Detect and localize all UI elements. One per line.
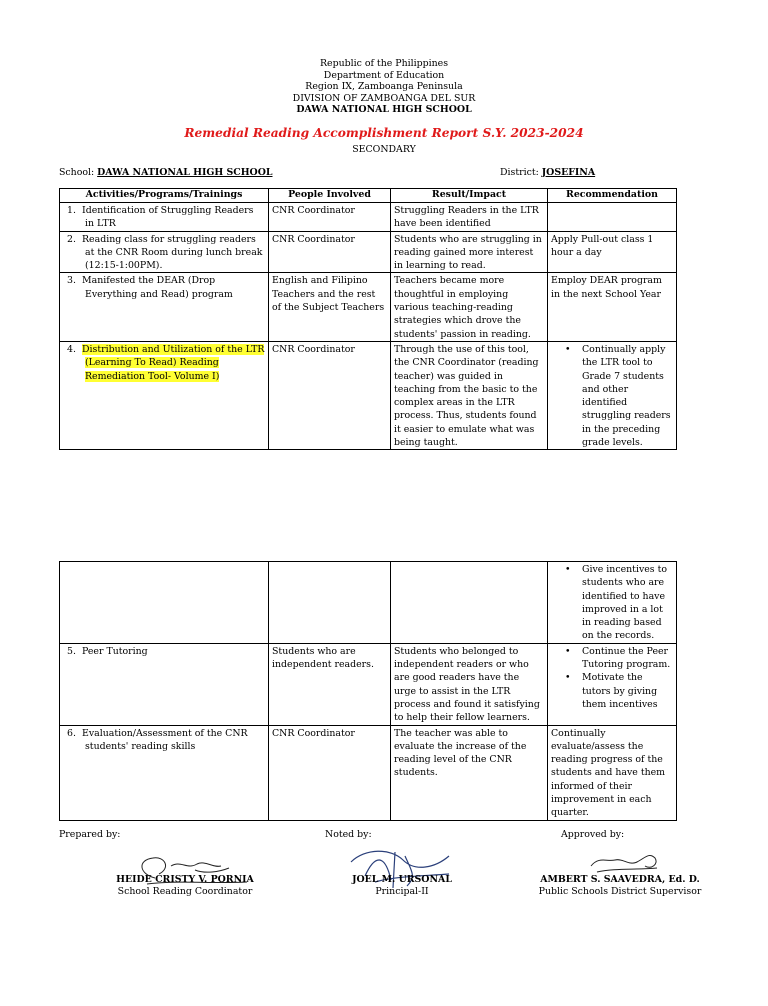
activity-cell: 5. Peer Tutoring	[60, 643, 269, 725]
letterhead-line: Republic of the Philippines	[319, 58, 449, 69]
result-cell: Through the use of this tool, the CNR Coordinator (reading teacher) was guided in teaching from the basic to the complex areas in the LTR process. Thus, students found it easier to emulate what was being taught.	[391, 341, 548, 449]
table-header-row	[60, 189, 677, 203]
letterhead	[0, 58, 768, 116]
district-field	[500, 166, 595, 179]
approved-name: AMBERT S. SAAVEDRA, Ed. D.	[540, 874, 700, 885]
people-cell	[269, 562, 391, 644]
column-header: Recommendation	[548, 189, 677, 203]
school-label: School:	[59, 167, 95, 178]
approved-role: Public Schools District Supervisor	[538, 886, 702, 897]
accomplishment-table-continued	[59, 561, 677, 821]
letterhead-line: Region IX, Zamboanga Peninsula	[305, 81, 463, 93]
report-title: Remedial Reading Accomplishment Report S.Y. 2023-2024	[184, 126, 584, 140]
table-row	[60, 725, 677, 820]
prepared-label: Prepared by:	[59, 829, 121, 840]
column-header: People Involved	[269, 189, 391, 203]
letterhead-school: DAWA NATIONAL HIGH SCHOOL	[296, 104, 472, 116]
table-row	[60, 203, 677, 232]
result-cell: Students who belonged to independent readers or who are good readers have the urge to assist in the LTR process and found it satisfying to help their fellow learners.	[391, 643, 548, 725]
prepared-name: HEIDE CRISTY V. PORNIA	[116, 874, 254, 885]
letterhead-line: DIVISION OF ZAMBOANGA DEL SUR	[292, 92, 476, 104]
column-header: Result/Impact	[391, 189, 548, 203]
noted-role: Principal-II	[375, 886, 429, 897]
people-cell: CNR Coordinator	[269, 203, 391, 232]
column-header: Activities/Programs/Trainings	[60, 189, 269, 203]
result-cell: Struggling Readers in the LTR have been identified	[391, 203, 548, 232]
school-field	[59, 166, 273, 179]
bullet-item: • Continue the Peer Tutoring program.	[582, 645, 673, 672]
people-cell: CNR Coordinator	[269, 725, 391, 820]
result-cell: Teachers became more thoughtful in employing various teaching-reading strategies which drove the students' passion in reading.	[391, 273, 548, 341]
letterhead-line: Department of Education	[323, 69, 445, 81]
highlighted-text: Distribution and Utilization of the LTR (Learning To Read) Reading Remediation Tool- Volume I)	[82, 343, 265, 382]
district-value: JOSEFINA	[541, 167, 596, 178]
result-cell: Students who are struggling in reading gained more interest in learning to read.	[391, 231, 548, 273]
activity-cell	[60, 562, 269, 644]
table-row	[60, 273, 677, 341]
table-row	[60, 341, 677, 449]
recommendation-cell	[548, 643, 677, 725]
table-row	[60, 231, 677, 273]
result-cell	[391, 562, 548, 644]
bullet-item: • Motivate the tutors by giving them incentives	[582, 671, 673, 711]
recommendation-cell	[548, 203, 677, 232]
people-cell: CNR Coordinator	[269, 341, 391, 449]
approved-label: Approved by:	[561, 829, 625, 840]
school-value: DAWA NATIONAL HIGH SCHOOL	[97, 167, 273, 178]
activity-cell: 1. Identification of Struggling Readers in LTR	[60, 203, 269, 232]
recommendation-cell: Continually evaluate/assess the reading progress of the students and have them informed of their improvement in each quarter.	[548, 725, 677, 820]
people-cell: English and Filipino Teachers and the rest of the Subject Teachers	[269, 273, 391, 341]
recommendation-cell	[548, 341, 677, 449]
report-subtitle: SECONDARY	[352, 144, 416, 155]
accomplishment-table	[59, 188, 677, 450]
activity-cell: 4. Distribution and Utilization of the LTR (Learning To Read) Reading Remediation Tool- Volume I)	[60, 341, 269, 449]
result-cell: The teacher was able to evaluate the increase of the reading level of the CNR students.	[391, 725, 548, 820]
activity-cell: 2. Reading class for struggling readers at the CNR Room during lunch break (12:15-1:00PM).	[60, 231, 269, 273]
people-cell: Students who are independent readers.	[269, 643, 391, 725]
noted-name: JOEL M. URSONAL	[352, 874, 452, 885]
activity-cell: 3. Manifested the DEAR (Drop Everything and Read) program	[60, 273, 269, 341]
prepared-role: School Reading Coordinator	[117, 886, 253, 897]
recommendation-cell: Employ DEAR program in the next School Year	[548, 273, 677, 341]
bullet-item: • Give incentives to students who are identified to have improved in a lot in reading based on the records.	[582, 563, 673, 643]
noted-label: Noted by:	[325, 829, 372, 840]
recommendation-cell: Apply Pull-out class 1 hour a day	[548, 231, 677, 273]
table-row	[60, 562, 677, 644]
bullet-item: • Continually apply the LTR tool to Grade 7 students and other identified struggling readers in the preceding grade levels.	[582, 343, 673, 449]
table-row	[60, 643, 677, 725]
recommendation-cell	[548, 562, 677, 644]
activity-cell: 6. Evaluation/Assessment of the CNR students' reading skills	[60, 725, 269, 820]
people-cell: CNR Coordinator	[269, 231, 391, 273]
district-label: District:	[500, 167, 539, 178]
